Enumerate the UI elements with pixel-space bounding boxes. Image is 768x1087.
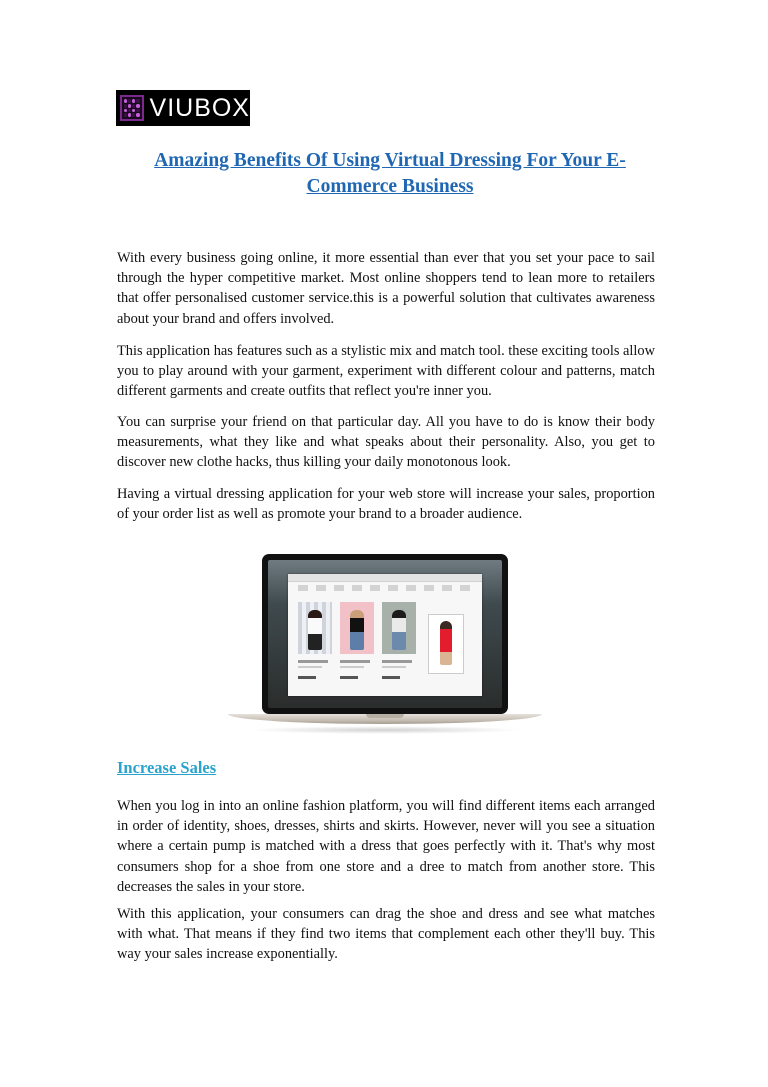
intro-paragraph-1: With every business going online, it more essential than ever that you set your pace to sail through the hyper competitive market. Most online shoppers tend to lean more to retailers that offer personalised customer service.this is a powerful solution that cultivates awareness about your brand and offers involved. [117, 250, 655, 327]
document-title[interactable]: Amazing Benefits Of Using Virtual Dressing For Your E-Commerce Business [154, 150, 626, 197]
section-paragraph-2: With this application, your consumers can drag the shoe and dress and see what matches with what. That means if they find two items that complement each other they'll buy. This way your sales increase exponentially. [117, 906, 655, 963]
laptop-notch [366, 714, 404, 718]
product-card-image [340, 602, 374, 654]
product-card-image [382, 602, 416, 654]
laptop-product-image [228, 548, 542, 738]
virtual-tryon-avatar [428, 614, 464, 674]
logo-grid-icon [120, 95, 144, 121]
product-card-image [298, 602, 332, 654]
intro-paragraph-2: This application has features such as a stylistic mix and match tool. these exciting tools allow you to play around with your garment, experiment with different colour and patterns, match different garments and create outfits that reflect you're inner you. [117, 343, 655, 400]
intro-paragraph-3: You can surprise your friend on that particular day. All you have to do is know their body measurements, what they like and what speaks about their personality. Also, you get to discover new clothe hacks, thus killing your daily monotonous look. [117, 414, 655, 471]
section-paragraph-1: When you log in into an online fashion platform, you will find different items each arranged in order of identity, shoes, dresses, shirts and skirts. However, never will you see a situation where a certain pump is matched with a dress that goes perfectly with it. That's why most consumers shop for a shoe from one store and a dree to match from another store. This decreases the sales in your store. [117, 798, 655, 895]
logo-text: VIUBOX [149, 94, 250, 122]
browser-window-illustration [288, 574, 482, 696]
section-heading-increase-sales[interactable]: Increase Sales [117, 758, 217, 777]
viubox-logo [116, 90, 250, 126]
intro-paragraph-4: Having a virtual dressing application for your web store will increase your sales, proportion of your order list as well as promote your brand to a broader audience. [117, 486, 655, 523]
laptop-screen [262, 554, 508, 714]
